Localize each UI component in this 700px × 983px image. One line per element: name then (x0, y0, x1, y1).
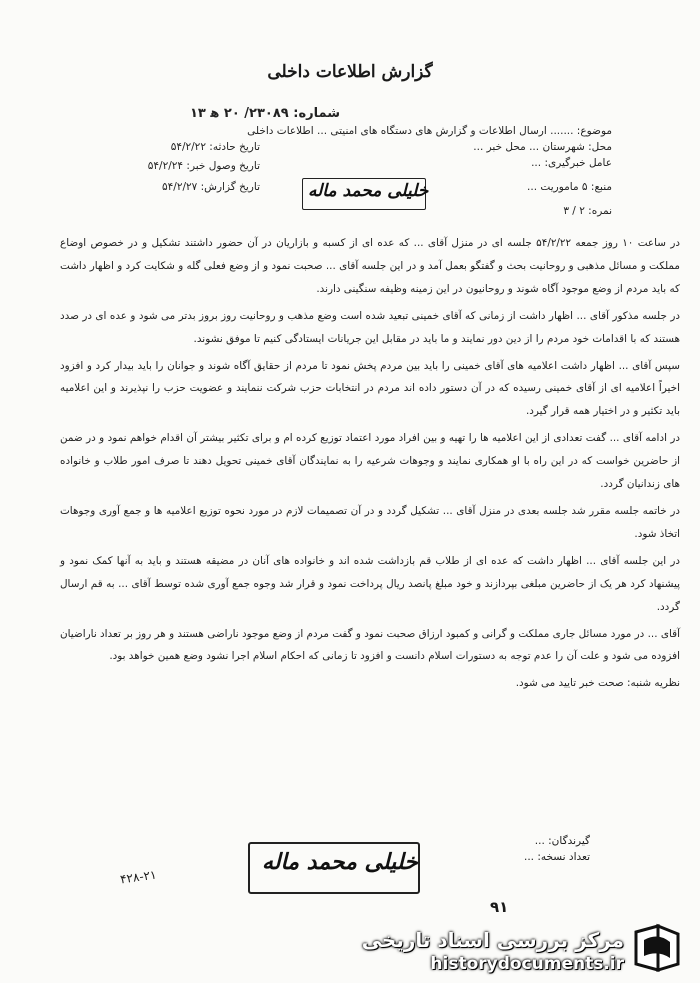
paragraph: سپس آقای ... اظهار داشت اعلامیه های آقای خمینی را باید بین مردم پخش نمود تا مردم از حقایق آگاه شوند و جوانان را باید بیدار کرد و افزود اخیراً اعلامیه ای از آقای خمینی رسیده که در آن دستور داده اند مردم در انتخابات حزب شرکت ننمایند و عضویت حزب را نپذیرند و این اعلامیه باید تکثیر و در اختیار همه قرار گیرد. (60, 359, 680, 418)
paragraph: در این جلسه آقای ... اظهار داشت که عده ای از طلاب قم بازداشت شده اند و خانواده های آنان در مضیقه هستند و باید به آنها کمک نمود و پیشنهاد کرد هر یک از حاضرین مبلغی بپردازند و خود مبلغ پانصد ریال پرداخت نمود و قرار شد وجوه جمع آوری شده توسط آقای ... به قم ارسال گردد. (60, 554, 680, 613)
watermark-url: historydocuments.ir (430, 954, 624, 974)
field-report-date: تاریخ گزارش: ۵۴/۲/۲۷ (162, 181, 260, 193)
field-name: منبع: ۵ ماموریت ... (527, 181, 612, 193)
document-title: گزارش اطلاعات داخلی (267, 62, 433, 82)
field-source: عامل خبرگیری: ... (531, 157, 612, 169)
paragraph: نظریه شنبه: صحت خبر تایید می شود. (515, 677, 680, 690)
paragraph: در خاتمه جلسه مقرر شد جلسه بعدی در منزل آقای ... تشکیل گردد و در آن تصمیمات لازم در مورد نحوه توزیع اعلامیه ها و جمع آوری وجوهات اتخاذ شود. (60, 504, 680, 540)
watermark-title: مرکز بررسی اسناد تاریخی (361, 928, 624, 952)
field-subject: موضوع: ....... ارسال اطلاعات و گزارش های دستگاه های امنیتی ... اطلاعات داخلی (247, 125, 612, 137)
field-receive-date: تاریخ وصول خبر: ۵۴/۲/۲۴ (147, 160, 260, 172)
archive-logo-icon (628, 920, 684, 976)
paragraph: در ساعت ۱۰ روز جمعه ۵۴/۲/۲۲ جلسه ای در منزل آقای ... که عده ای از کسبه و بازاریان در آن حضور داشتند تشکیل و در خصوص اوضاع مملکت و مسائل مذهبی و روحانیت بحث و گفتگو بعمل آمد و در این جلسه آقای ... صحبت نمود و از وضع فعلی گله و شکایت کرد و اظهار داشت که باید مردم از وضع موجود آگاه شوند و روحانیون در این زمینه وظیفه سنگینی دارند. (60, 237, 680, 295)
field-code: نمره: ۲ / ۳ (563, 205, 612, 217)
field-number: شماره: ۲۳۰۸۹/ ۲۰ ه‍ ۱۳ (189, 106, 340, 121)
paragraph: در جلسه مذکور آقای ... اظهار داشت از زمانی که آقای خمینی تبعید شده است وضع مذهب و روحانیت روز بروز بدتر می شود و عده ای در صدد هستند که با اقدامات خود مردم را از دین دور نمایند و ما باید در مقابل این جریانات ایستادگی کنیم تا موفق نشوند. (60, 309, 680, 345)
paragraph: آقای ... در مورد مسائل جاری مملکت و گرانی و کمبود ارزاق صحبت نمود و گفت مردم از وضع موجود ناراضی هستند و هر روز بر تعداد ناراضیان افزوده می شود و علت آن را عدم توجه به دستورات اسلام دانست و افزود تا زمانی که احکام اسلام اجرا نشود وضع همین خواهد بود. (60, 627, 680, 663)
footer-number: ۴۲۸-۲۱ (119, 867, 158, 887)
handwritten-name-bottom: خلیلی محمد ماله (262, 849, 418, 875)
footer-copies: تعداد نسخه: ... (523, 851, 590, 863)
footer-distribution: گیرندگان: ... (534, 835, 590, 847)
report-body (60, 232, 680, 699)
page-number: ۹۱ (490, 898, 509, 916)
field-location: محل: شهرستان ... محل خبر ... (473, 141, 612, 153)
paragraph: در ادامه آقای ... گفت تعدادی از این اعلامیه ها را تهیه و بین افراد مورد اعتماد توزیع کرده ام و برای تکثیر بیشتر آن اقدام خواهم نمود و در ضمن از حاضرین خواست که در این راه با او همکاری نمایند و وجوهات شرعیه را به نمایندگان آقای خمینی تحویل دهند تا صرف امور طلاب و خانواده های زندانیان گردد. (60, 432, 680, 491)
handwritten-name-top: خلیلی محمد ماله (308, 181, 429, 201)
field-event-date: تاریخ حادثه: ۵۴/۲/۲۲ (170, 141, 260, 153)
